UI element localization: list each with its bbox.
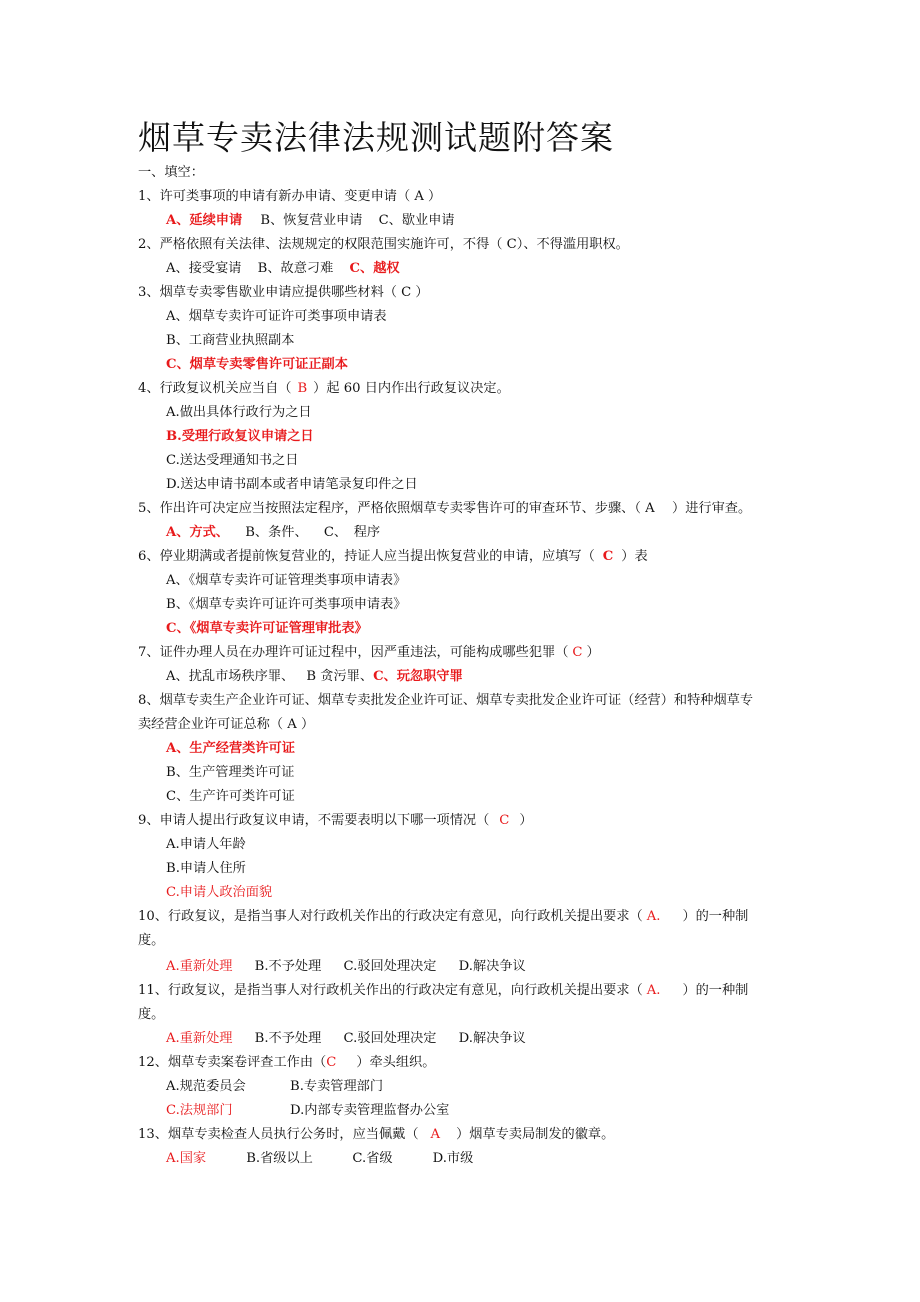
question-text-end: ）烟草专卖局制发的徽章。 — [456, 1127, 615, 1142]
question-text-end: ） — [519, 813, 533, 828]
question-5-options — [166, 523, 380, 543]
option-a: A、扰乱市场秩序罪、 — [166, 669, 295, 684]
question-6 — [138, 547, 648, 567]
answer-mark: C — [326, 1055, 337, 1070]
question-9-option-c-correct: C.申请人政治面貌 — [166, 885, 273, 900]
question-8-option-a-correct: A、生产经营类许可证 — [166, 741, 295, 756]
option-a: A、接受宴请 — [166, 261, 242, 276]
question-text: 13、烟草专卖检查人员执行公务时，应当佩戴（ — [138, 1127, 419, 1142]
question-9-option-a: A.申请人年龄 — [166, 837, 246, 852]
question-2: 2、严格依照有关法律、法规规定的权限范围实施许可，不得（ C）、不得滥用职权。 — [138, 237, 629, 252]
question-text: 6、停业期满或者提前恢复营业的，持证人应当提出恢复营业的申请，应填写（ — [138, 549, 595, 564]
question-8-continued: 卖经营企业许可证总称（ A ） — [138, 717, 315, 732]
question-text: 11、行政复议，是指当事人对行政机关作出的行政决定有意见，向行政机关提出要求（ — [138, 983, 643, 998]
question-9 — [138, 811, 533, 831]
question-10-options — [166, 957, 526, 977]
question-8-option-b: B、生产管理类许可证 — [166, 765, 295, 780]
question-3-option-a: A、烟草专卖许可证许可类事项申请表 — [166, 309, 387, 324]
question-9-option-b: B.申请人住所 — [166, 861, 246, 876]
question-text: 12、烟草专卖案卷评查工作由（ — [138, 1055, 327, 1070]
question-10-continued: 度。 — [138, 933, 165, 948]
option-a-correct: A.国家 — [166, 1151, 207, 1166]
option-b: B、条件、 — [245, 525, 308, 540]
question-4-option-b-correct: B.受理行政复议申请之日 — [166, 429, 314, 444]
answer-mark: A — [430, 1127, 441, 1142]
option-d: D.内部专卖管理监督办公室 — [290, 1103, 450, 1118]
question-8: 8、烟草专卖生产企业许可证、烟草专卖批发企业许可证、烟草专卖批发企业许可证（经营）和特种烟草专 — [138, 693, 754, 708]
option-b: B、恢复营业申请 — [260, 213, 363, 228]
question-11-continued: 度。 — [138, 1007, 165, 1022]
option-c: C、 程序 — [323, 525, 381, 540]
question-6-option-a: A、《烟草专卖许可证管理类事项申请表》 — [166, 573, 407, 588]
question-text-end: ）的一种制 — [682, 983, 749, 998]
option-b: B.省级以上 — [246, 1151, 313, 1166]
option-c: C.驳回处理决定 — [343, 1031, 437, 1046]
question-text-end: ）牵头组织。 — [356, 1055, 436, 1070]
option-d: D.市级 — [432, 1151, 474, 1166]
question-4 — [138, 379, 510, 399]
question-13 — [138, 1125, 614, 1145]
question-12-options-row2 — [166, 1101, 449, 1121]
question-text-end: ） — [586, 645, 600, 660]
question-7 — [138, 643, 600, 663]
answer-mark: C — [499, 813, 510, 828]
option-c-correct: C、玩忽职守罪 — [373, 669, 463, 684]
option-a-correct: A、方式、 — [166, 525, 229, 540]
option-b: B.专卖管理部门 — [290, 1079, 384, 1094]
option-d: D.解决争议 — [458, 959, 526, 974]
section-heading: 一、填空： — [138, 165, 204, 180]
option-b: B.不予处理 — [254, 959, 322, 974]
option-a: A.规范委员会 — [166, 1079, 246, 1094]
question-8-option-c: C、生产许可类许可证 — [166, 789, 295, 804]
answer-mark: A. — [646, 983, 661, 998]
question-text: 10、行政复议，是指当事人对行政机关作出的行政决定有意见，向行政机关提出要求（ — [138, 909, 643, 924]
question-text-end: ）表 — [621, 549, 648, 564]
answer-mark: C — [572, 645, 583, 660]
question-7-options — [166, 667, 463, 687]
question-text: 9、申请人提出行政复议申请，不需要表明以下哪一项情况（ — [138, 813, 490, 828]
question-13-options — [166, 1149, 473, 1169]
option-c: C、歇业申请 — [378, 213, 455, 228]
question-1: 1、许可类事项的申请有新办申请、变更申请（ A ） — [138, 189, 442, 204]
question-6-option-c-correct: C、《烟草专卖许可证管理审批表》 — [166, 621, 368, 636]
option-c: C.省级 — [352, 1151, 393, 1166]
question-5: 5、作出许可决定应当按照法定程序，严格依照烟草专卖零售许可的审查环节、步骤、（ A ）进行审查。 — [138, 501, 752, 516]
answer-mark: A. — [646, 909, 661, 924]
option-a-correct: A、延续申请 — [166, 213, 243, 228]
question-12-options-row1 — [166, 1077, 383, 1097]
question-3: 3、烟草专卖零售歇业申请应提供哪些材料（ C ） — [138, 285, 429, 300]
option-b: B 贪污罪、 — [306, 669, 374, 684]
question-text: 7、证件办理人员在办理许可证过程中，因严重违法，可能构成哪些犯罪（ — [138, 645, 569, 660]
option-b: B.不予处理 — [254, 1031, 322, 1046]
question-11 — [138, 981, 748, 1001]
option-a-correct: A.重新处理 — [166, 959, 233, 974]
question-6-option-b: B、《烟草专卖许可证许可类事项申请表》 — [166, 597, 407, 612]
option-a-correct: A.重新处理 — [166, 1031, 233, 1046]
option-b: B、故意刁难 — [257, 261, 334, 276]
question-10 — [138, 907, 748, 927]
option-c-correct: C.法规部门 — [166, 1103, 233, 1118]
question-3-option-c-correct: C、烟草专卖零售许可证正副本 — [166, 357, 348, 372]
option-d: D.解决争议 — [458, 1031, 526, 1046]
question-1-options — [166, 211, 455, 231]
answer-mark: B — [297, 381, 308, 396]
question-text: 4、行政复议机关应当自（ — [138, 381, 292, 396]
question-12 — [138, 1053, 435, 1073]
question-text-end: ）的一种制 — [682, 909, 749, 924]
question-4-option-d: D.送达申请书副本或者申请笔录复印件之日 — [166, 477, 418, 492]
question-4-option-c: C.送达受理通知书之日 — [166, 453, 299, 468]
question-2-options — [166, 259, 400, 279]
question-4-option-a: A.做出具体行政行为之日 — [166, 405, 312, 420]
question-text-end: ）起 60 日内作出行政复议决定。 — [313, 381, 510, 396]
answer-mark: C — [602, 549, 614, 564]
option-c: C.驳回处理决定 — [343, 959, 437, 974]
option-c-correct: C、越权 — [349, 261, 400, 276]
page-title: 烟草专卖法律法规测试题附答案 — [138, 118, 614, 157]
question-3-option-b: B、工商营业执照副本 — [166, 333, 295, 348]
question-11-options — [166, 1029, 526, 1049]
